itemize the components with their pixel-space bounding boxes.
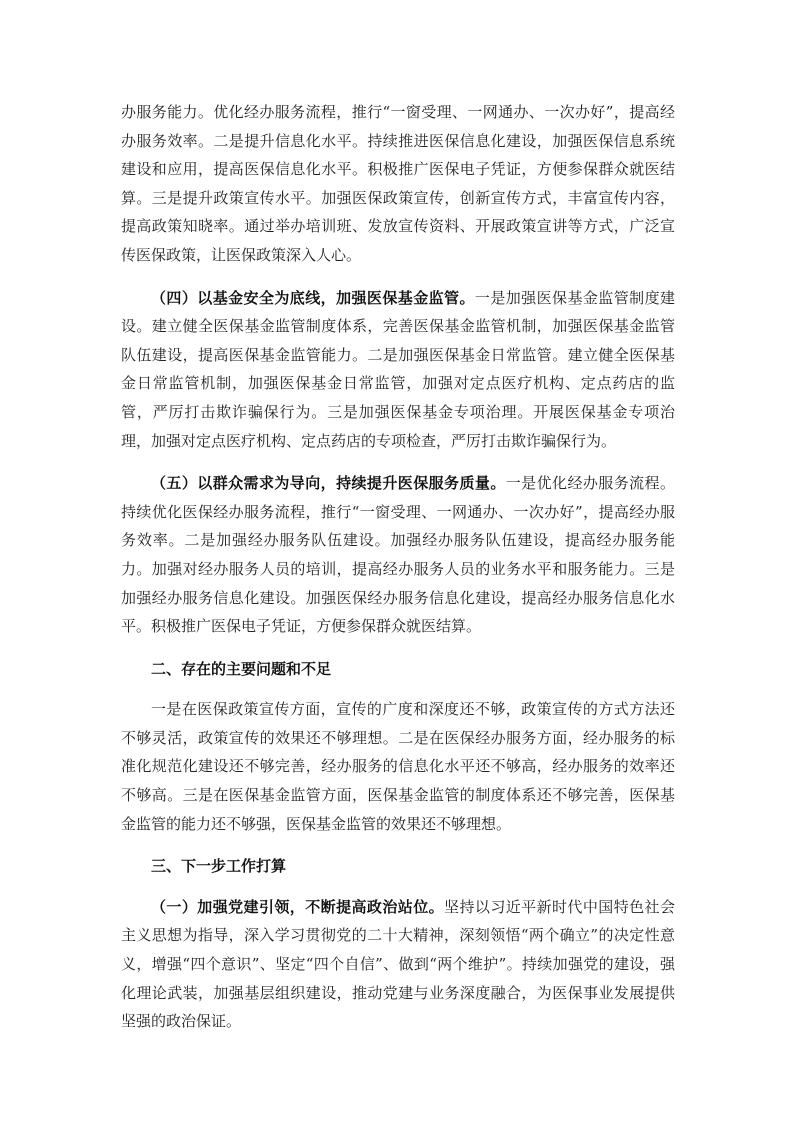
paragraph-text: 一是优化经办服务流程。持续优化医保经办服务流程，推行“一窗受理、一网通办、一次办好”，提高经办服务效率。二是加强经办服务队伍建设。加强经办服务队伍建设，提高经办服务能力。加强对经办服务人员的培训，提高经办服务人员的业务水平和服务能力。三是加强经办服务信息化建设。加强医保经办服务信息化建设，提高经办服务信息化水平。积极推广医保电子凭证，方便参保群众就医结算。 (121, 474, 675, 636)
paragraph-fund-supervision (121, 284, 675, 456)
paragraph-party-building (121, 893, 675, 1036)
paragraph-text: 一是在医保政策宣传方面，宣传的广度和深度还不够，政策宣传的方式方法还不够灵活，政策宣传的效果还不够理想。二是在医保经办服务方面，经办服务的标准化规范化建设还不够完善，经办服务的信息化水平还不够高，经办服务的效率还不够高。三是在医保基金监管方面，医保基金监管的制度体系还不够完善，医保基金监管的能力还不够强，医保基金监管的效果还不够理想。 (121, 700, 675, 833)
paragraph-service-capacity (121, 98, 675, 270)
paragraph-text: 坚持以习近平新时代中国特色社会主义思想为指导，深入学习贯彻党的二十大精神，深刻领悟“两个确立”的决定性意义，增强“四个意识”、坚定“四个自信”、做到“两个维护”。持续加强党的建设，强化理论武装，加强基层组织建设，推动党建与业务深度融合，为医保事业发展提供坚强的政治保证。 (121, 897, 675, 1031)
section-heading-problems: 二、存在的主要问题和不足 (151, 659, 332, 678)
paragraph-text: 办服务能力。优化经办服务流程，推行“一窗受理、一网通办、一次办好”，提高经办服务效率。二是提升信息化水平。持续推进医保信息化建设，加强医保信息系统建设和应用，提高医保信息化水平。积极推广医保电子凭证，方便参保群众就医结算。三是提升政策宣传水平。加强医保政策宣传，创新宣传方式，丰富宣传内容，提高政策知晓率。通过举办培训班、发放宣传资料、开展政策宣讲等方式，广泛宣传医保政策，让医保政策深入人心。 (121, 103, 675, 264)
paragraph-lead-heading: （四）以基金安全为底线，加强医保基金监管。 (151, 288, 475, 307)
paragraph-lead-heading: （一）加强党建引领，不断提高政治站位。 (151, 897, 445, 916)
paragraph-service-quality (121, 469, 675, 641)
paragraph-problems (121, 695, 675, 838)
paragraph-lead-heading: （五）以群众需求为导向，持续提升医保服务质量。 (151, 474, 506, 493)
section-heading-next-steps: 三、下一步工作打算 (151, 857, 287, 876)
paragraph-text: 一是加强医保基金监管制度建设。建立健全医保基金监管制度体系，完善医保基金监管机制，加强医保基金监管队伍建设，提高医保基金监管能力。二是加强医保基金日常监管。建立健全医保基金日常监管机制，加强医保基金日常监管，加强对定点医疗机构、定点药店的监管，严厉打击欺诈骗保行为。三是加强医保基金专项治理。开展医保基金专项治理，加强对定点医疗机构、定点药店的专项检查，严厉打击欺诈骗保行为。 (121, 288, 675, 450)
document-body (121, 98, 675, 1045)
